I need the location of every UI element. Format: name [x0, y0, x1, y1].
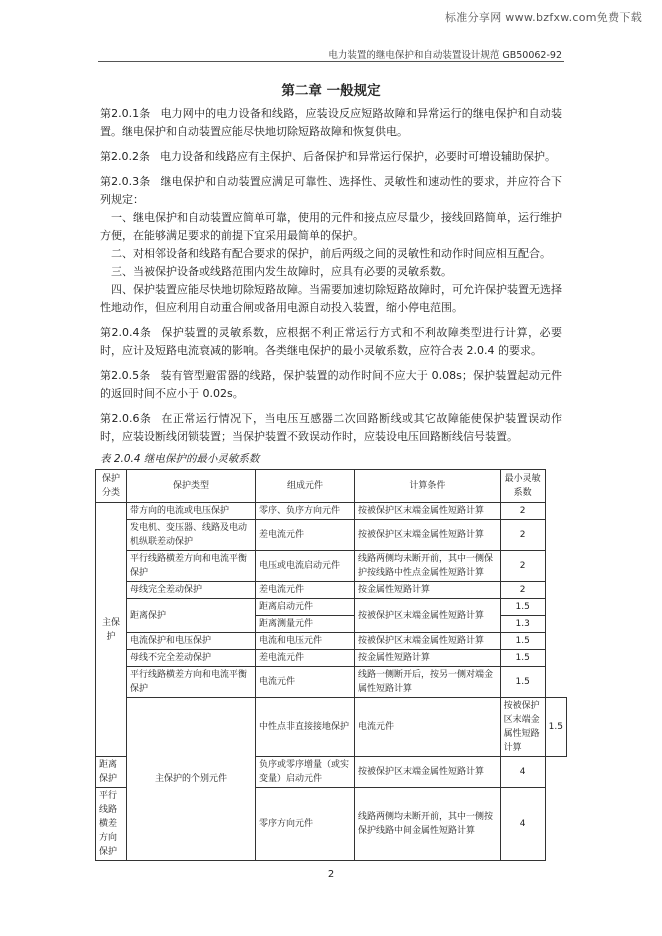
coefficient: 1.5 — [545, 698, 566, 757]
coefficient: 1.3 — [500, 616, 545, 633]
protection-type: 中性点非直接接地保护 — [256, 698, 355, 757]
clause-number: 第2.0.2条 — [100, 150, 150, 163]
component: 差电流元件 — [256, 582, 355, 599]
component: 电流元件 — [256, 667, 355, 698]
table-header-row — [96, 470, 567, 503]
header-min-coefficient: 最小灵敏系数 — [500, 470, 545, 503]
table-row — [96, 582, 567, 599]
clause-item-3: 三、当被保护设备或线路范围内发生故障时，应具有必要的灵敏系数。 — [111, 265, 452, 278]
table-row — [96, 667, 567, 698]
protection-type: 平行线路横差方向保护 — [96, 788, 127, 861]
component: 距离启动元件 — [256, 599, 355, 616]
coefficient: 1.5 — [500, 667, 545, 698]
condition: 线路一侧断开后，按另一侧对端金属性短路计算 — [355, 667, 501, 698]
table-row — [96, 633, 567, 650]
condition: 按被保护区末端金属性短路计算 — [355, 599, 501, 633]
condition: 按被保护区末端金属性短路计算 — [355, 503, 501, 520]
table-row — [96, 551, 567, 582]
protection-type: 平行线路横差方向和电流平衡保护 — [127, 551, 256, 582]
condition: 按被保护区末端金属性短路计算 — [500, 698, 545, 757]
component: 负序或零序增量（或实变量）启动元件 — [256, 757, 355, 788]
table-row — [96, 698, 567, 757]
clause-2-0-6 — [100, 410, 562, 446]
clause-number: 第2.0.4条 — [100, 326, 152, 339]
clause-number: 第2.0.1条 — [100, 107, 151, 120]
running-header: 电力装置的继电保护和自动装置设计规范 GB50062-92 — [328, 50, 562, 61]
protection-type: 电流保护和电压保护 — [127, 633, 256, 650]
clause-text: 电力网中的电力设备和线路，应装设反应短路故障和异常运行的继电保护和自动装置。继电保护和自动装置应能尽快地切除短路故障和恢复供电。 — [100, 107, 562, 138]
protection-type: 发电机、变压器、线路及电动机纵联差动保护 — [127, 520, 256, 551]
clause-number: 第2.0.3条 — [100, 175, 151, 188]
table-row — [96, 599, 567, 616]
component: 电流元件 — [355, 698, 501, 757]
watermark-text: 标准分享网 www.bzfxw.com免费下载 — [445, 11, 642, 24]
coefficient: 2 — [500, 520, 545, 551]
clause-2-0-2 — [100, 148, 562, 166]
table-row — [96, 503, 567, 520]
condition: 按被保护区末端金属性短路计算 — [355, 633, 501, 650]
clause-text: 保护装置的灵敏系数，应根据不利正常运行方式和不利故障类型进行计算，必要时，应计及短路电流衰减的影响。各类继电保护的最小灵敏系数，应符合表 2.0.4 的要求。 — [100, 326, 562, 357]
table-row — [96, 650, 567, 667]
protection-type: 带方向的电流或电压保护 — [127, 503, 256, 520]
coefficient: 2 — [500, 503, 545, 520]
header-rule — [98, 61, 564, 62]
component: 差电流元件 — [256, 520, 355, 551]
clause-text: 电力设备和线路应有主保护、后备保护和异常运行保护，必要时可增设辅助保护。 — [160, 150, 556, 163]
page-body — [100, 105, 562, 861]
component: 差电流元件 — [256, 650, 355, 667]
page-number: 2 — [327, 869, 335, 880]
protection-type: 母线完全差动保护 — [127, 582, 256, 599]
clause-item-4: 四、保护装置应能尽快地切除短路故障。当需要加速切除短路故障时，可允许保护装置无选择性地动作，但应利用自动重合闸或备用电源自动投入装置，缩小停电范围。 — [100, 283, 562, 314]
clause-item-1: 一、继电保护和自动装置应简单可靠，使用的元件和接点应尽量少，接线回路简单，运行维护方便，在能够满足要求的前提下宜采用最简单的保护。 — [100, 211, 562, 242]
component: 零序、负序方向元件 — [256, 503, 355, 520]
header-protection-type: 保护类型 — [127, 470, 256, 503]
coefficient: 2 — [500, 582, 545, 599]
condition: 线路两侧均未断开前，其中一侧保护按线路中性点金属性短路计算 — [355, 551, 501, 582]
condition: 按金属性短路计算 — [355, 582, 501, 599]
clause-2-0-5 — [100, 367, 562, 403]
protection-type: 平行线路横差方向和电流平衡保护 — [127, 667, 256, 698]
clause-text: 装有管型避雷器的线路，保护装置的动作时间不应大于 0.08s；保护装置起动元件的返回时间不应小于 0.02s。 — [100, 369, 562, 400]
protection-type: 距离保护 — [96, 757, 127, 788]
protection-type: 距离保护 — [127, 599, 256, 633]
clause-number: 第2.0.6条 — [100, 412, 152, 425]
clause-number: 第2.0.5条 — [100, 369, 151, 382]
header-category: 保护分类 — [96, 470, 127, 503]
clause-2-0-1 — [100, 105, 562, 141]
coefficient: 4 — [500, 757, 545, 788]
coefficient: 4 — [500, 788, 545, 861]
table-caption: 表 2.0.4 继电保护的最小灵敏系数 — [100, 453, 260, 465]
header-component: 组成元件 — [256, 470, 355, 503]
clause-item-2: 二、对相邻设备和线路有配合要求的保护，前后两级之间的灵敏性和动作时间应相互配合。 — [111, 247, 551, 260]
condition: 线路两侧均未断开前，其中一侧按保护线路中间金属性短路计算 — [355, 788, 501, 861]
category-main-individual: 主保护的个别元件 — [127, 698, 256, 861]
coefficient: 1.5 — [500, 599, 545, 616]
component: 电流和电压元件 — [256, 633, 355, 650]
component: 距离测量元件 — [256, 616, 355, 633]
condition: 按被保护区末端金属性短路计算 — [355, 757, 501, 788]
clause-2-0-3 — [100, 173, 562, 209]
component: 零序方向元件 — [256, 788, 355, 861]
header-condition: 计算条件 — [355, 470, 501, 503]
clause-text: 在正常运行情况下，当电压互感器二次回路断线或其它故障能使保护装置误动作时，应装设断线闭锁装置；当保护装置不致误动作时，应装设电压回路断线信号装置。 — [100, 412, 562, 443]
chapter-title: 第二章 一般规定 — [281, 83, 381, 99]
coefficient: 1.5 — [500, 650, 545, 667]
clause-text: 继电保护和自动装置应满足可靠性、选择性、灵敏性和速动性的要求，并应符合下列规定： — [100, 175, 562, 206]
protection-type: 母线不完全差动保护 — [127, 650, 256, 667]
table-row — [96, 520, 567, 551]
condition: 按金属性短路计算 — [355, 650, 501, 667]
sensitivity-table — [95, 469, 567, 861]
component: 电压或电流启动元件 — [256, 551, 355, 582]
category-main: 主保护 — [96, 503, 127, 757]
condition: 按被保护区末端金属性短路计算 — [355, 520, 501, 551]
coefficient: 1.5 — [500, 633, 545, 650]
clause-2-0-4 — [100, 324, 562, 360]
coefficient: 2 — [500, 551, 545, 582]
